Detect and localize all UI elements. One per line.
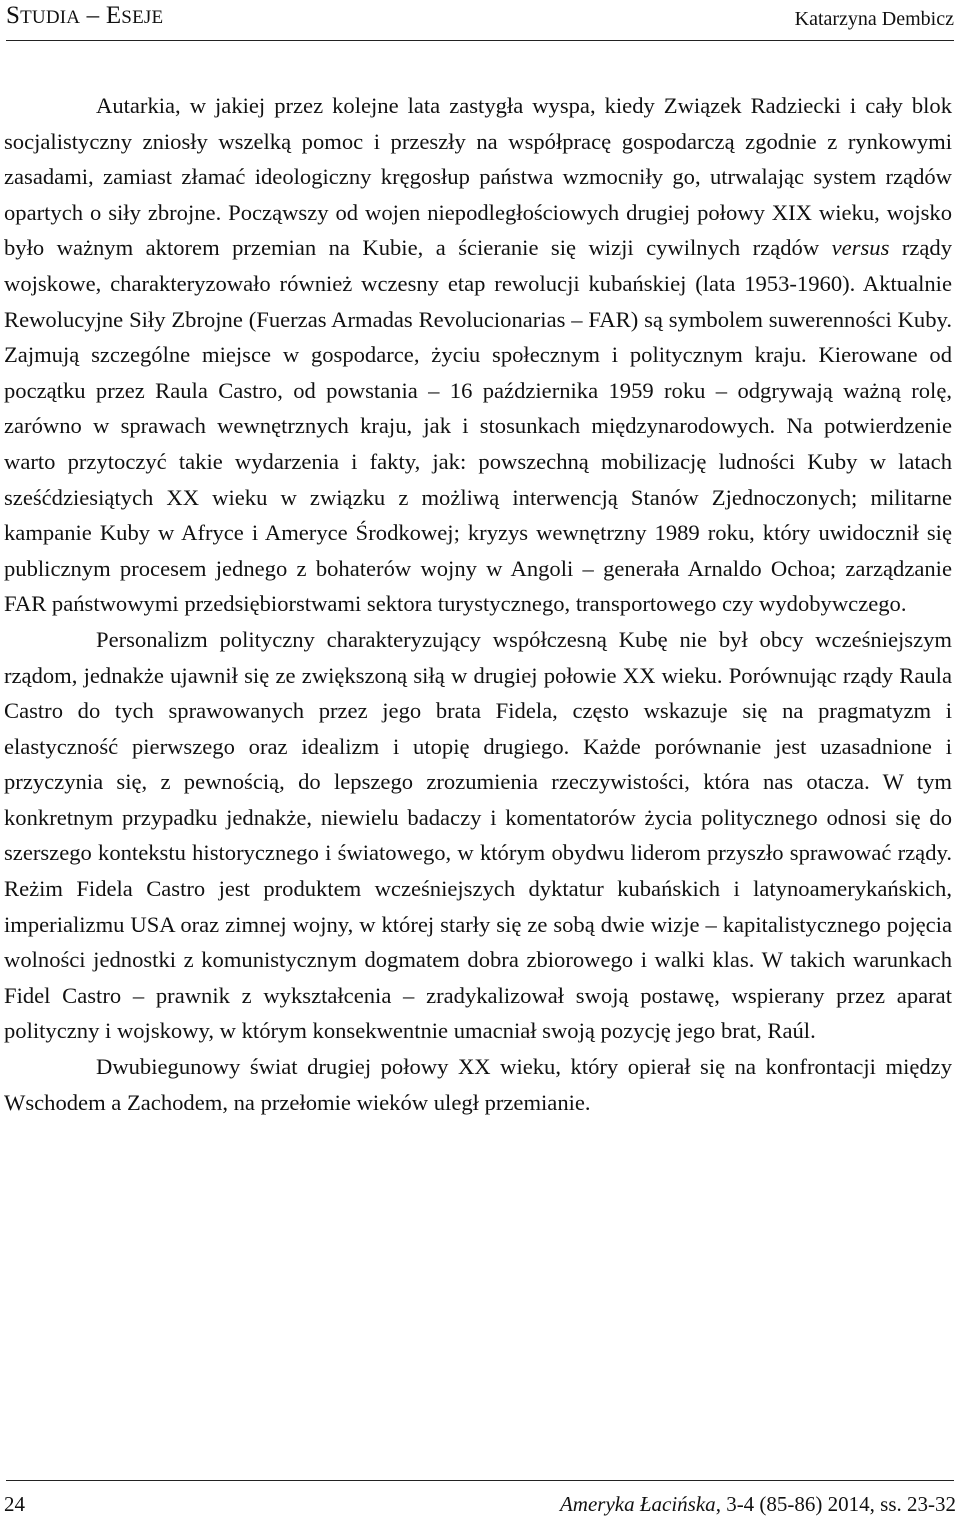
journal-citation	[560, 1492, 956, 1517]
section-title-initial-1: S	[6, 2, 21, 29]
paragraph-3: Dwubiegunowy świat drugiej połowy XX wieku, który opierał się na konfrontacji między Wschodem a Zachodem, na przełomie wieków uległ przemianie.	[4, 1054, 952, 1115]
running-header	[6, 0, 954, 38]
paragraph-1-text-b: rządy wojskowe, charakteryzowało również wczesny etap rewolucji kubańskiej (lata 1953-1960). Aktualnie Rewolucyjne Siły Zbrojne (Fuerzas Armadas Revolucionarias – FAR) są symbolem suwerenności Kuby. Zajmują szczególne miejsce w gospodarce, życiu społecznym i politycznym kraju. Kierowane od początku przez Raula Castro, od powstania – 16 października 1959 roku – odgrywają ważną rolę, zarówno w sprawach wewnętrznych kraju, jak i stosunkach międzynarodowych. Na potwierdzenie warto przytoczyć takie wydarzenia i fakty, jak: powszechną mobilizację ludności Kuby w latach sześćdziesiątych XX wieku w związku z możliwą interwencją Stanów Zjednoczonych; militarne kampanie Kuby w Afryce i Ameryce Środkowej; kryzys wewnętrzny 1989 roku, który uwidocznił się publicznym procesem jednego z bohaterów wojny w Angoli – generała Arnaldo Ochoa; zarządzanie FAR państwowymi przedsiębiorstwami sektora turystycznego, transportowego czy wydobywczego.	[4, 235, 952, 617]
section-title-rest-1: TUDIA	[20, 7, 81, 28]
article-body	[4, 88, 952, 1120]
section-title	[6, 2, 163, 30]
footer-rule	[6, 1480, 954, 1481]
journal-title: Ameryka Łacińska	[559, 1492, 716, 1516]
paragraph-1-italic-term: versus	[831, 235, 890, 261]
paragraph-2: Personalizm polityczny charakteryzujący współczesną Kubę nie był obcy wcześniejszym rządom, jednakże ujawnił się ze zwiększoną siłą w drugiej połowie XX wieku. Porównując rządy Raula Castro do tych sprawowanych przez jego brata Fidela, często wskazuje się na pragmatyzm i elastyczność pierwszego oraz idealizm i utopię drugiego. Każde porównanie jest uzasadnione i przyczynia się, z pewnością, do lepszego zrozumienia rzeczywistości, która nas otacza. W tym konkretnym przypadku jednakże, niewielu badaczy i komentatorów życia politycznego odnosi się do szerszego kontekstu historycznego i światowego, w którym obydwu liderom przyszło sprawować rządy. Reżim Fidela Castro jest produktem wcześniejszych dyktatur kubańskich i latynoamerykańskich, imperializmu USA oraz zimnej wojny, w której starły się ze sobą dwie wizje – kapitalistycznego pojęcia wolności jednostki z komunistycznym dogmatem dobra zbiorowego i walki klas. W takich warunkach Fidel Castro – prawnik z wykształcenia – zradykalizował swoją postawę, wspierany przez aparat polityczny i wojskowy, w którym konsekwentnie umacniał swoją pozycję jego brat, Raúl.	[4, 626, 952, 1044]
paragraph-1	[4, 88, 952, 622]
author-name: Katarzyna Dembicz	[794, 8, 954, 30]
header-rule	[6, 40, 954, 41]
section-title-initial-2: – E	[80, 2, 122, 29]
section-title-rest-2: SEJE	[121, 7, 164, 28]
paragraph-1-text-a: Autarkia, w jakiej przez kolejne lata zastygła wyspa, kiedy Związek Radziecki i cały blok socjalistyczny zniosły wszelką pomoc i przeszły na współpracę gospodarczą zgodnie z rynkowymi zasadami, zamiast złamać ideologiczny kręgosłup państwa wzmocniły go, utrwalając system rządów opartych o siły zbrojne. Począwszy od wojen niepodległościowych drugiej połowy XIX wieku, wojsko było ważnym aktorem przemian na Kubie, a ścieranie się wizji cywilnych rządów	[4, 93, 952, 261]
page-number: 24	[4, 1492, 25, 1516]
journal-issue: , 3-4 (85-86) 2014, ss. 23-32	[715, 1492, 956, 1516]
page-footer	[4, 1492, 956, 1518]
